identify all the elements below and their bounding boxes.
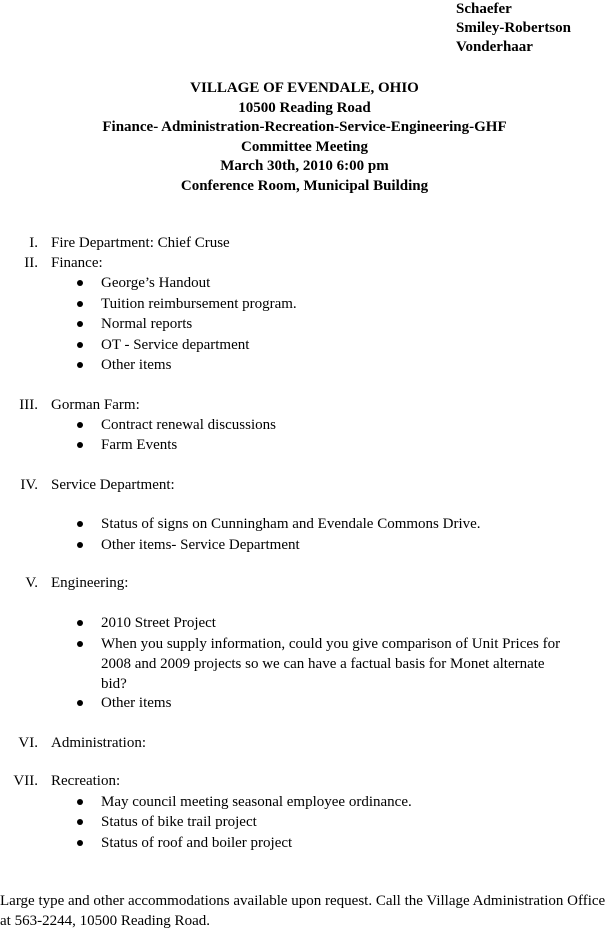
attendee-name: Schaefer <box>456 1 512 17</box>
bullet-icon <box>77 442 83 448</box>
bullet-icon <box>77 819 83 825</box>
bullet-icon <box>77 641 83 647</box>
committee-list: Finance- Administration-Recreation-Service-Engineering-GHF <box>102 119 507 135</box>
meeting-location: Conference Room, Municipal Building <box>180 177 429 194</box>
bullet-icon <box>77 542 83 548</box>
section-numeral: VI. <box>18 735 38 751</box>
section-numeral: III. <box>19 397 38 413</box>
bullet-icon <box>77 799 83 805</box>
meeting-type: Committee Meeting <box>240 138 369 155</box>
village-name: VILLAGE OF EVENDALE, OHIO <box>190 80 419 96</box>
document-header <box>0 79 609 196</box>
attendee-names <box>456 0 571 57</box>
section-title: Service Department: <box>51 477 175 493</box>
section-title: Gorman Farm: <box>51 397 140 413</box>
attendee-name: Vonderhaar <box>456 39 533 55</box>
bullet-icon <box>77 321 83 327</box>
bullet-icon <box>77 521 83 527</box>
bullet-icon <box>77 280 83 286</box>
section-title: Finance: <box>51 255 103 271</box>
bullet-icon <box>77 301 83 307</box>
bullet-icon <box>77 342 83 348</box>
address: 10500 Reading Road <box>238 99 371 116</box>
section-title: Fire Department: Chief Cruse <box>51 235 230 251</box>
section-numeral: IV. <box>20 477 38 493</box>
section-numeral: VII. <box>13 773 38 789</box>
accommodations-note: Large type and other accommodations available upon request. Call the Village Administration Office at 563-2244, 10500 Reading Road. <box>0 893 606 929</box>
section-title: Engineering: <box>51 575 129 591</box>
bullet-icon <box>77 362 83 368</box>
section-numeral: II. <box>24 255 38 271</box>
section-numeral: I. <box>29 235 38 251</box>
bullet-icon <box>77 422 83 428</box>
section-title: Administration: <box>51 735 146 751</box>
attendee-name: Smiley-Robertson <box>456 20 571 36</box>
bullet-icon <box>77 700 83 706</box>
section-title: Recreation: <box>51 773 121 789</box>
meeting-date: March 30th, 2010 6:00 pm <box>220 158 389 174</box>
bullet-icon <box>77 620 83 626</box>
section-numeral: V. <box>25 575 38 591</box>
bullet-icon <box>77 840 83 846</box>
